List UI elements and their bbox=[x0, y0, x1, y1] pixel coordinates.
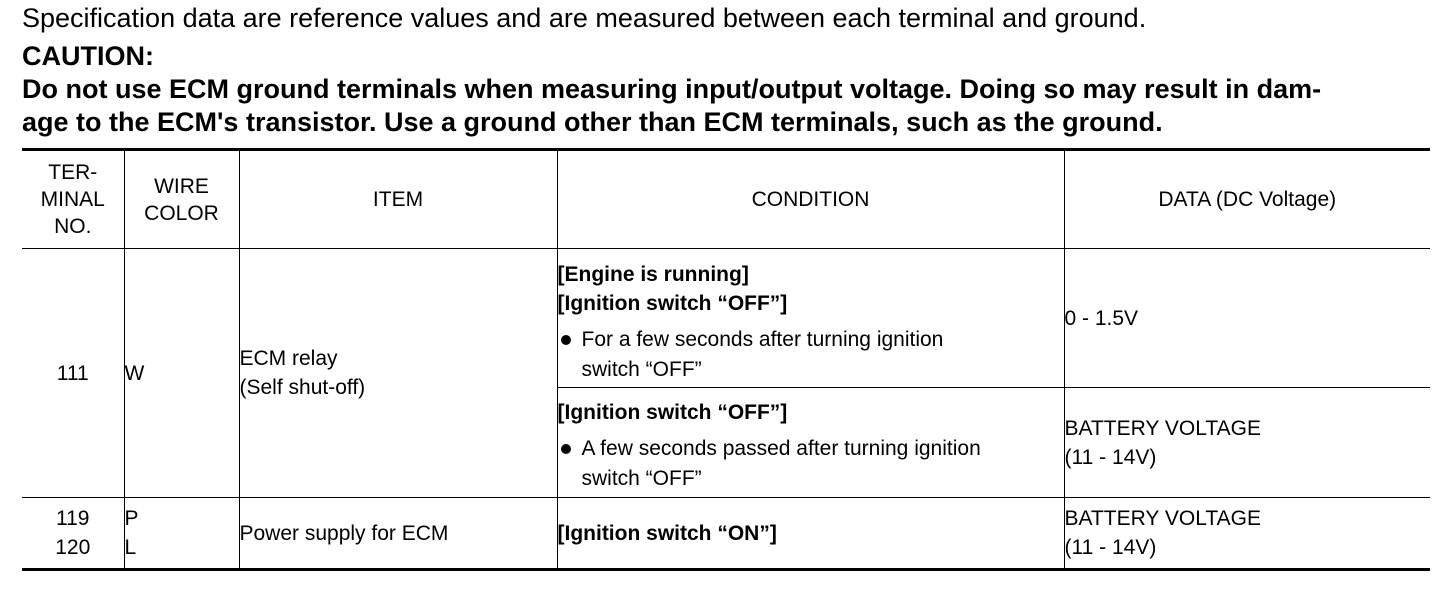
caution-text bbox=[22, 73, 1432, 139]
table-row bbox=[22, 249, 1430, 388]
condition-cell bbox=[557, 249, 1064, 388]
header-condition: CONDITION bbox=[557, 150, 1064, 249]
item-description: ECM relay (Self shut-off) bbox=[239, 249, 557, 498]
data-value: BATTERY VOLTAGE (11 - 14V) bbox=[1064, 388, 1430, 498]
condition-bullet: For a few seconds after turning ignition switch “OFF” bbox=[558, 325, 1064, 385]
terminal-number: 119 120 bbox=[22, 498, 124, 570]
caution-line: Do not use ECM ground terminals when measuring input/output voltage. Doing so may result in dam- bbox=[22, 74, 1322, 104]
item-description: Power supply for ECM bbox=[239, 498, 557, 570]
data-value: BATTERY VOLTAGE (11 - 14V) bbox=[1064, 498, 1430, 570]
data-value: 0 - 1.5V bbox=[1064, 249, 1430, 388]
table-row bbox=[22, 498, 1430, 570]
condition-header: [Ignition switch “OFF”] bbox=[557, 401, 788, 424]
intro-text: Specification data are reference values and are measured between each terminal and ground. bbox=[22, 3, 1147, 33]
caution-title: CAUTION: bbox=[22, 41, 154, 71]
table-header-row bbox=[22, 150, 1430, 249]
wire-color: W bbox=[124, 249, 239, 498]
header-item: ITEM bbox=[239, 150, 557, 249]
condition-bullet: A few seconds passed after turning ignition switch “OFF” bbox=[558, 434, 1064, 494]
header-wire-color: WIRE COLOR bbox=[124, 150, 239, 249]
terminal-spec-table bbox=[22, 148, 1430, 571]
condition-header: [Ignition switch “ON”] bbox=[557, 498, 1064, 570]
condition-header: [Ignition switch “OFF”] bbox=[557, 291, 788, 315]
caution-line: age to the ECM's transistor. Use a ground other than ECM terminals, such as the ground. bbox=[22, 107, 1163, 137]
bullet-icon bbox=[561, 335, 571, 345]
bullet-icon bbox=[561, 444, 571, 454]
condition-cell bbox=[557, 388, 1064, 498]
wire-color: P L bbox=[124, 498, 239, 570]
terminal-number: 111 bbox=[22, 249, 124, 498]
header-data: DATA (DC Voltage) bbox=[1064, 150, 1430, 249]
condition-header: [Engine is running] bbox=[557, 262, 749, 286]
header-terminal-no: TER- MINAL NO. bbox=[22, 150, 124, 249]
